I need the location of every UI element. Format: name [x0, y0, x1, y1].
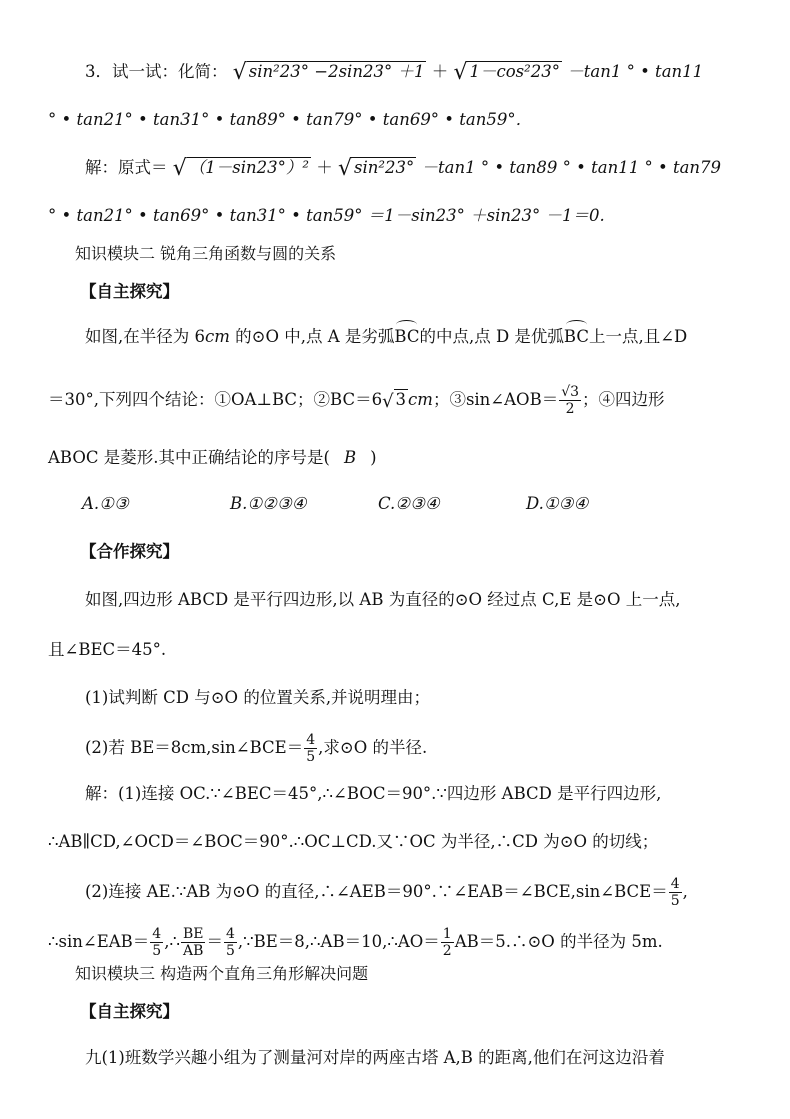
frac-den: 5 [152, 943, 162, 959]
radicand-2: 1－cos²23° [469, 62, 560, 81]
sqrt-3-value: 3 [395, 390, 407, 409]
solution-1-line1: 解：(1)连接 OC.∵∠BEC＝45°,∴∠BOC＝90°.∵四边形 ABCD 是平行四边形, [85, 784, 662, 803]
frac-num: 4 [152, 926, 162, 942]
tan-product-2: －tan1 ° • tan89 ° • tan11 ° • tan79 [421, 158, 722, 177]
radical-2: √ 1－cos²23° [453, 60, 560, 85]
question-line1 [85, 325, 687, 349]
frac-den: 5 [225, 943, 235, 959]
frac-num: 4 [306, 732, 316, 748]
q-text-a: 如图,在半径为 6 [85, 327, 205, 346]
frac-den: 2 [442, 943, 452, 959]
module-3-title: 知识模块三 构造两个直角三角形解决问题 [75, 964, 369, 983]
option-a: A.①③ [82, 494, 129, 513]
solution-2-line1 [85, 876, 688, 909]
solution-1-line2: ∴AB∥CD,∠OCD＝∠BOC＝90°.∴OC⊥CD.又∵OC 为半径,∴CD 为⊙O 的切线； [48, 832, 659, 851]
radicand-3: （1－sin23°）² [188, 158, 310, 177]
exercise-label: 3．试一试：化简： [85, 62, 228, 81]
frac-num: 4 [670, 876, 680, 892]
self-explore-heading: 【自主探究】 [80, 282, 179, 301]
coop-q2 [85, 732, 427, 765]
plus-sign-2: ＋ [316, 158, 333, 177]
sol2-text-a: (2)连接 AE.∵AB 为⊙O 的直径,∴∠AEB＝90°.∵∠EAB＝∠BCE,sin∠BCE＝ [85, 882, 668, 901]
sol2b-text-c: ＝ [206, 932, 223, 951]
unit-cm: cm [205, 327, 230, 346]
fraction-4-5 [304, 732, 317, 765]
question-line2 [48, 384, 665, 417]
sol2b-text-b: ,∴ [164, 932, 180, 951]
frac-den: 5 [306, 749, 316, 765]
frac-num: √3 [561, 384, 580, 400]
fraction-4-5-c [150, 926, 163, 959]
radicand-4: sin²23° [354, 158, 415, 177]
exercise-3-line1 [85, 60, 703, 85]
q-text-c: 的⊙O 中,点 A 是劣弧 [229, 327, 395, 346]
frac-den: 5 [670, 893, 680, 909]
unit-cm-2: cm [408, 390, 433, 409]
sol2b-text-f: AB＝5.∴⊙O 的半径为 5m. [454, 932, 663, 951]
plus-sign: ＋ [431, 62, 449, 81]
coop-q1: (1)试判断 CD 与⊙O 的位置关系,并说明理由； [85, 688, 431, 707]
q3-text-a: ABOC 是菱形.其中正确结论的序号是( [48, 448, 330, 467]
question-line3 [48, 446, 377, 470]
fraction-be-ab [181, 926, 206, 959]
module-2-title: 知识模块二 锐角三角函数与圆的关系 [75, 244, 337, 263]
fraction-4-5-d [224, 926, 237, 959]
major-arc-bc: BC [564, 325, 589, 349]
q2-text-d: ；④四边形 [582, 390, 665, 409]
coop-q2-text-b: ,求⊙O 的半径. [318, 738, 428, 757]
radical-3: √ （1－sin23°）² [172, 156, 310, 181]
q-text-d: 的中点,点 D 是优弧 [419, 327, 564, 346]
answer-b: B [343, 448, 357, 467]
solution-line1 [85, 156, 721, 181]
coop-q2-text-a: (2)若 BE＝8cm,sin∠BCE＝ [85, 738, 304, 757]
solution-line2: ° • tan21° • tan69° • tan31° • tan59° ＝1－sin23° ＋sin23° －1＝0. [48, 206, 605, 225]
frac-num: BE [182, 926, 204, 942]
sol2b-text-a: ∴sin∠EAB＝ [48, 932, 150, 951]
frac-den: AB [183, 943, 204, 959]
frac-num: 1 [442, 926, 452, 942]
sol2b-text-e: ,∵BE＝8,∴AB＝10,∴AO＝ [237, 932, 440, 951]
radical-4: √ sin²23° [338, 156, 415, 181]
radicand-1: sin²23° −2sin23° ＋1 [248, 62, 425, 81]
radical-1: √ sin²23° −2sin23° ＋1 [232, 60, 425, 85]
option-b: B.①②③④ [230, 494, 307, 513]
exercise-3-line2: ° • tan21° • tan31° • tan89° • tan79° • tan69° • tan59°． [48, 110, 533, 129]
q2-text-a: ＝30°,下列四个结论：①OA⊥BC；②BC＝6 [48, 390, 383, 409]
frac-num: 4 [225, 926, 235, 942]
tan-product-1: －tan1 ° • tan11 [567, 62, 704, 81]
q2-text-c: ；③sin∠AOB＝ [432, 390, 559, 409]
fraction-4-5-b [669, 876, 682, 909]
q3-text-b: ) [370, 448, 377, 467]
minor-arc-bc: BC [394, 325, 419, 349]
module3-question-line1: 九(1)班数学兴趣小组为了测量河对岸的两座古塔 A,B 的距离,他们在河这边沿着 [85, 1048, 665, 1067]
q-text-e: 上一点,且∠D [588, 327, 688, 346]
coop-heading: 【合作探究】 [80, 542, 179, 561]
solution-label: 解：原式＝ [85, 158, 168, 177]
solution-2-line2 [48, 926, 663, 959]
sol2-text-b: , [682, 882, 688, 901]
self-explore-heading-2: 【自主探究】 [80, 1002, 179, 1021]
coop-line2: 且∠BEC＝45°. [48, 640, 167, 659]
sqrt-3: √ 3 [382, 390, 407, 412]
frac-den: 2 [565, 401, 575, 417]
fraction-sqrt3-over-2 [559, 384, 581, 417]
coop-line1: 如图,四边形 ABCD 是平行四边形,以 AB 为直径的⊙O 经过点 C,E 是⊙O 上一点, [85, 590, 681, 609]
option-c: C.②③④ [378, 494, 440, 513]
fraction-1-2 [441, 926, 454, 959]
option-d: D.①③④ [526, 494, 589, 513]
